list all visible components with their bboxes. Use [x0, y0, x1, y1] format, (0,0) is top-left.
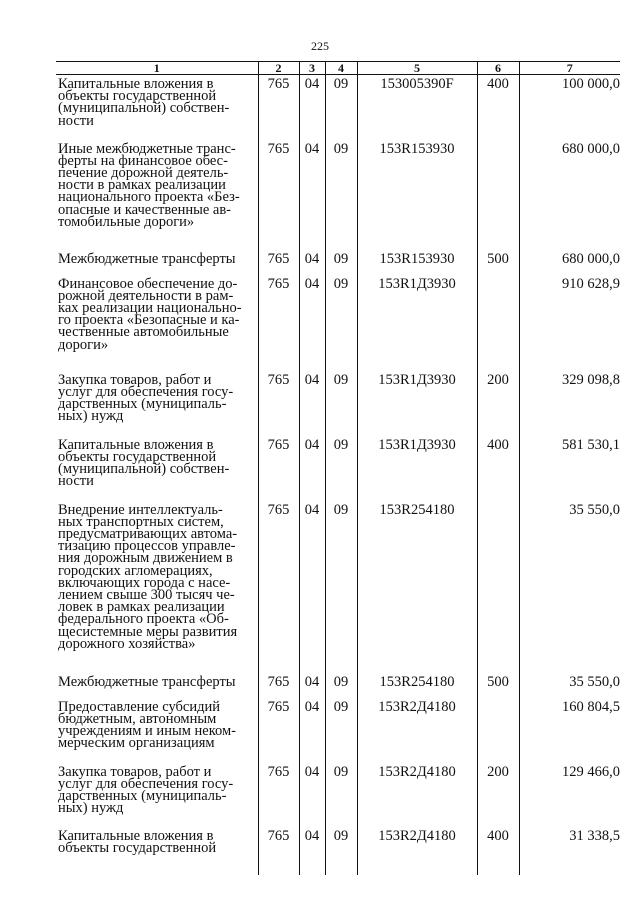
target-article-code: 153R153930: [357, 250, 477, 275]
row-description: [56, 698, 258, 763]
description-line: лением свыше 300 тысяч че-: [58, 586, 235, 603]
description-line: ках реализации национально-: [58, 299, 242, 316]
ministry-code: 765: [258, 371, 299, 436]
description-line: мерческим организациям: [58, 735, 215, 752]
row-description: [56, 275, 258, 371]
column-header-4: 4: [325, 62, 357, 75]
target-article-code: 153R153930: [357, 140, 477, 250]
row-description: [56, 250, 258, 275]
description-line: национального проекта «Без-: [58, 189, 240, 206]
description-line: учреждениям и иным неком-: [58, 722, 236, 739]
amount-value: 680 000,0: [519, 140, 620, 250]
expense-type-code: 500: [477, 673, 519, 698]
description-line: го проекта «Безопасные и ка-: [58, 312, 240, 329]
target-article-code: 153005390F: [357, 75, 477, 140]
amount-value: 31 338,5: [519, 827, 620, 875]
table-row: [56, 250, 620, 275]
description-line: ловек в рамках реализации: [58, 599, 225, 616]
table-row: [56, 140, 620, 250]
description-line: бюджетным, автономным: [58, 710, 217, 727]
description-line: дарственных (муниципаль-: [58, 395, 227, 412]
subsection-code: 09: [325, 275, 357, 371]
description-line: ных) нужд: [58, 408, 124, 425]
table-header: [56, 62, 620, 75]
ministry-code: 765: [258, 436, 299, 501]
description-line: объекты государственной: [58, 448, 217, 465]
description-line: ных транспортных систем,: [58, 513, 224, 530]
table-row: [56, 275, 620, 371]
section-code: 04: [299, 75, 325, 140]
row-description: [56, 827, 258, 875]
table-row: [56, 827, 620, 875]
description-line: чественные автомобильные: [58, 324, 229, 341]
row-description: [56, 436, 258, 501]
amount-value: 581 530,1: [519, 436, 620, 501]
row-description: [56, 140, 258, 250]
description-line: ния дорожным движением в: [58, 550, 233, 567]
expense-type-code: 400: [477, 436, 519, 501]
section-code: 04: [299, 763, 325, 827]
description-line: услуг для обеспечения госу-: [58, 775, 234, 792]
target-article-code: 153R254180: [357, 673, 477, 698]
table-row: [56, 673, 620, 698]
subsection-code: 09: [325, 436, 357, 501]
description-line: Закупка товаров, работ и: [58, 371, 212, 388]
subsection-code: 09: [325, 140, 357, 250]
description-line: ферты на финансовое обес-: [58, 152, 228, 169]
section-code: 04: [299, 673, 325, 698]
expense-type-code: [477, 698, 519, 763]
target-article-code: 153R2Д4180: [357, 698, 477, 763]
target-article-code: 153R2Д4180: [357, 763, 477, 827]
section-code: 04: [299, 140, 325, 250]
budget-table: [56, 61, 620, 875]
description-line: услуг для обеспечения госу-: [58, 383, 234, 400]
subsection-code: 09: [325, 673, 357, 698]
subsection-code: 09: [325, 763, 357, 827]
subsection-code: 09: [325, 75, 357, 140]
description-line: Капитальные вложения в: [58, 827, 214, 844]
ministry-code: 765: [258, 827, 299, 875]
description-line: Финансовое обеспечение до-: [58, 275, 238, 292]
column-header-3: 3: [299, 62, 325, 75]
section-code: 04: [299, 436, 325, 501]
section-code: 04: [299, 501, 325, 673]
description-line: федерального проекта «Об-: [58, 611, 229, 628]
subsection-code: 09: [325, 501, 357, 673]
amount-value: 680 000,0: [519, 250, 620, 275]
section-code: 04: [299, 827, 325, 875]
expense-type-code: [477, 501, 519, 673]
description-line: объекты государственной: [58, 839, 217, 856]
expense-type-code: 200: [477, 763, 519, 827]
subsection-code: 09: [325, 827, 357, 875]
amount-value: 35 550,0: [519, 673, 620, 698]
ministry-code: 765: [258, 75, 299, 140]
column-header-7: 7: [519, 62, 620, 75]
description-line: дарственных (муниципаль-: [58, 787, 227, 804]
description-line: опасные и качественные ав-: [58, 201, 232, 218]
description-line: (муниципальной) собствен-: [58, 460, 230, 477]
description-line: Иные межбюджетные транс-: [58, 140, 236, 157]
table-row: [56, 501, 620, 673]
description-line: ных) нужд: [58, 800, 124, 817]
description-line: щесистемные меры развития: [58, 623, 238, 640]
section-code: 04: [299, 698, 325, 763]
section-code: 04: [299, 250, 325, 275]
expense-type-code: 400: [477, 75, 519, 140]
subsection-code: 09: [325, 371, 357, 436]
target-article-code: 153R1Д3930: [357, 436, 477, 501]
section-code: 04: [299, 371, 325, 436]
description-line: дорожного хозяйства»: [58, 635, 196, 652]
description-line: предусматривающих автома-: [58, 525, 238, 542]
description-line: Капитальные вложения в: [58, 76, 214, 92]
expense-type-code: 400: [477, 827, 519, 875]
column-header-2: 2: [258, 62, 299, 75]
section-code: 04: [299, 275, 325, 371]
description-line: Межбюджетные трансферты: [58, 250, 236, 267]
description-line: ности в рамках реализации: [58, 177, 226, 194]
amount-value: 35 550,0: [519, 501, 620, 673]
amount-value: 100 000,0: [519, 75, 620, 140]
target-article-code: 153R1Д3930: [357, 371, 477, 436]
column-header-6: 6: [477, 62, 519, 75]
description-line: тизацию процессов управле-: [58, 538, 236, 555]
description-line: городских агломерациях,: [58, 562, 213, 579]
description-line: Межбюджетные трансферты: [58, 673, 236, 690]
budget-table-container: [56, 61, 620, 875]
expense-type-code: 200: [477, 371, 519, 436]
column-header-1: 1: [56, 62, 258, 75]
description-line: Капитальные вложения в: [58, 436, 214, 453]
description-line: Закупка товаров, работ и: [58, 763, 212, 780]
description-line: ности: [58, 473, 94, 490]
page-number: 225: [311, 39, 329, 53]
description-line: включающих города с насе-: [58, 574, 231, 591]
description-line: рожной деятельности в рам-: [58, 287, 234, 304]
amount-value: 160 804,5: [519, 698, 620, 763]
target-article-code: 153R254180: [357, 501, 477, 673]
header-row: [56, 62, 620, 75]
row-description: [56, 501, 258, 673]
table-row: [56, 436, 620, 501]
table-row: [56, 763, 620, 827]
subsection-code: 09: [325, 698, 357, 763]
target-article-code: 153R2Д4180: [357, 827, 477, 875]
table-row: [56, 75, 620, 140]
description-line: объекты государственной: [58, 88, 217, 105]
expense-type-code: 500: [477, 250, 519, 275]
ministry-code: 765: [258, 250, 299, 275]
description-line: дороги»: [58, 336, 109, 353]
subsection-code: 09: [325, 250, 357, 275]
expense-type-code: [477, 275, 519, 371]
row-description: [56, 673, 258, 698]
expense-type-code: [477, 140, 519, 250]
amount-value: 910 628,9: [519, 275, 620, 371]
row-description: [56, 763, 258, 827]
ministry-code: 765: [258, 275, 299, 371]
target-article-code: 153R1Д3930: [357, 275, 477, 371]
table-row: [56, 371, 620, 436]
ministry-code: 765: [258, 673, 299, 698]
amount-value: 329 098,8: [519, 371, 620, 436]
description-line: печение дорожной деятель-: [58, 164, 229, 181]
ministry-code: 765: [258, 140, 299, 250]
table-row: [56, 698, 620, 763]
amount-value: 129 466,0: [519, 763, 620, 827]
ministry-code: 765: [258, 763, 299, 827]
description-line: томобильные дороги»: [58, 213, 195, 230]
ministry-code: 765: [258, 501, 299, 673]
column-header-5: 5: [357, 62, 477, 75]
row-description: [56, 371, 258, 436]
description-line: Предоставление субсидий: [58, 698, 221, 715]
description-line: ности: [58, 112, 94, 129]
row-description: [56, 75, 258, 140]
description-line: (муниципальной) собствен-: [58, 100, 230, 117]
ministry-code: 765: [258, 698, 299, 763]
table-body: [56, 75, 620, 875]
description-line: Внедрение интеллектуаль-: [58, 501, 223, 518]
